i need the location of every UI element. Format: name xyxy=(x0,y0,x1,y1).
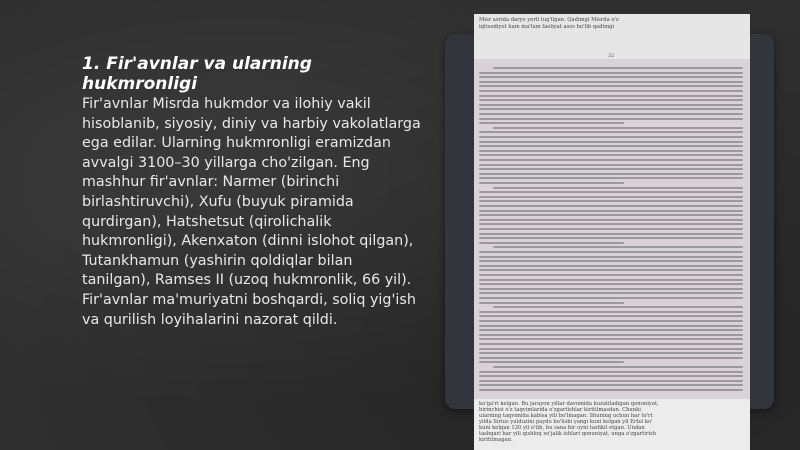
scan-text-line xyxy=(479,214,743,216)
scan-text-line xyxy=(479,145,743,147)
scan-text-line xyxy=(479,85,743,87)
scan-text-line xyxy=(493,187,743,189)
page-top-section xyxy=(474,14,750,59)
scan-text-line xyxy=(479,191,743,193)
scan-text-line xyxy=(479,90,743,92)
scan-text-line xyxy=(479,371,743,373)
scan-text-line xyxy=(479,352,743,354)
scan-text-line xyxy=(479,361,624,363)
scan-text-line xyxy=(479,329,743,331)
scan-text-line xyxy=(479,334,743,336)
scan-text-line xyxy=(479,269,743,271)
page-number: 32 xyxy=(608,53,615,59)
scan-top-line: Misr asrida daryo yerli tug'ilgan. Qadimgi Misrda o'z xyxy=(479,17,619,23)
scan-text-line xyxy=(493,246,743,248)
scan-text-line xyxy=(479,288,743,290)
scan-text-line xyxy=(479,320,743,322)
scan-text-line xyxy=(493,67,743,69)
scan-text-line xyxy=(479,389,743,391)
scan-text-line xyxy=(479,311,743,313)
scan-text-line xyxy=(479,118,743,120)
scan-text-line xyxy=(479,95,743,97)
scan-text-line xyxy=(479,380,743,382)
scan-text-line xyxy=(479,223,743,225)
scan-text-line xyxy=(479,265,743,267)
scan-text-line xyxy=(479,141,743,143)
scan-text-line xyxy=(479,196,743,198)
scan-text-line xyxy=(479,177,743,179)
slide-title: 1. Fir'avnlar va ularning hukmronligi xyxy=(82,54,312,94)
scan-text-line xyxy=(479,297,743,299)
scan-text-line xyxy=(479,81,743,83)
scan-text-line xyxy=(479,283,743,285)
scan-text-line xyxy=(479,154,743,156)
scan-text-line xyxy=(479,210,743,212)
scan-text-line xyxy=(479,76,743,78)
scan-text-line xyxy=(493,127,743,129)
scan-bottom-line: ularning taqvimida kabisa yili bo'lmagan. Shuning uchun har to'rt xyxy=(479,413,653,419)
scan-text-line xyxy=(479,113,743,115)
scan-bottom-line: yilda Sirius yulduzini paydo bo'lishi yangi kuni kelgan yil Ertel ko' xyxy=(479,419,653,425)
scanned-book-page xyxy=(474,14,750,450)
scan-text-line xyxy=(479,164,743,166)
scan-text-line xyxy=(479,173,743,175)
scan-text-line xyxy=(479,384,743,386)
scan-text-line xyxy=(479,302,624,304)
scan-bottom-line: birinchisi o'z taqvimlarida o'zgartishlar kiritilmasdan. Chunki xyxy=(479,407,641,413)
scan-text-line xyxy=(479,375,743,377)
scan-text-line xyxy=(479,159,743,161)
scan-text-line xyxy=(479,219,743,221)
scan-text-line xyxy=(479,168,743,170)
scan-text-line xyxy=(479,338,743,340)
scan-text-line xyxy=(479,99,743,101)
scan-text-line xyxy=(479,122,624,124)
scan-text-line xyxy=(479,150,743,152)
scan-top-line: iqtisodiyot ham ma'lum faoliyat asos bo'lib qadimgi xyxy=(479,24,615,30)
scan-text-line xyxy=(479,315,743,317)
scan-text-line xyxy=(479,256,743,258)
scan-bottom-line: tashqari har yili qishloq xo'jalik ishlari qonuniyat, unga o'zgartirish xyxy=(479,431,657,437)
scan-text-line xyxy=(479,260,743,262)
page-bottom-section xyxy=(474,399,750,450)
scan-bottom-line: ko'ga'ri kelgan. Bu jarayon yillar davomida kuzatiladigan qonuniyat, xyxy=(479,401,659,407)
scan-text-line xyxy=(479,279,743,281)
scan-text-line xyxy=(479,233,743,235)
scan-highlighted-region xyxy=(474,59,750,399)
scan-text-line xyxy=(479,108,743,110)
scan-text-line xyxy=(479,237,743,239)
scan-text-line xyxy=(479,292,743,294)
scan-text-line xyxy=(479,136,743,138)
scan-text-line xyxy=(493,366,743,368)
scan-text-line xyxy=(479,228,743,230)
scan-text-line xyxy=(479,182,624,184)
scan-text-line xyxy=(479,72,743,74)
scan-text-line xyxy=(479,251,743,253)
scan-text-line xyxy=(479,205,743,207)
scan-text-line xyxy=(479,104,743,106)
slide-body-text: Fir'avnlar Misrda hukmdor va ilohiy vakil hisoblanib, siyosiy, diniy va harbiy vakolatlarga ega edilar. Ularning hukmronligi eramizdan avvalgi 3100–30 yillarga cho'zilgan. Eng mashhur fir'avnlar: Narmer (birinchi birlashtiruvchi), Xufu (buyuk piramida qurdirgan), Hatshetsut (qirolichalik hukmronligi), Akenxaton (dinni islohot qilgan), Tutankhamun (yashirin qoldiqlar bilan tanilgan), Ramses II (uzoq hukmronlik, 66 yil). Fir'avnlar ma'muriyatni boshqardi, soliq yig'ish va qurilish loyihalarini nazorat qildi. xyxy=(82,96,421,328)
scan-text-line xyxy=(493,306,743,308)
scan-text-line xyxy=(479,357,743,359)
scan-text-line xyxy=(479,348,743,350)
scan-text-line xyxy=(479,242,624,244)
scan-text-line xyxy=(479,200,743,202)
scan-bottom-line: kuni kelgan 120 yil o'tib, bu sana bir oyni tashkil etgan. Undan xyxy=(479,425,645,431)
scan-bottom-line: kiritilmagan. xyxy=(479,437,513,443)
scan-text-line xyxy=(479,131,743,133)
scan-text-line xyxy=(479,325,743,327)
scan-text-line xyxy=(479,343,743,345)
scan-text-line xyxy=(479,274,743,276)
